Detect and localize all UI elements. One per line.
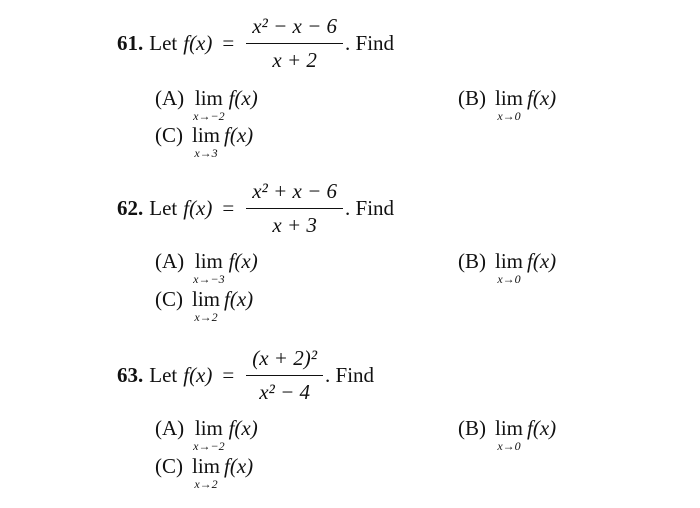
- lim-subscript: x→2: [194, 310, 218, 324]
- option-label: (B): [458, 86, 486, 110]
- problem-number: 62.: [117, 195, 144, 220]
- function-call: f(x): [228, 416, 258, 440]
- find-word: . Find: [345, 30, 395, 55]
- denominator: x + 2: [272, 47, 317, 72]
- equals-sign: =: [222, 30, 235, 55]
- problem-number: 61.: [117, 30, 144, 55]
- lim-subscript: x→0: [497, 109, 521, 123]
- function-name: f(x): [183, 30, 213, 55]
- lim-subscript: x→3: [194, 146, 218, 160]
- numerator: x² − x − 6: [252, 13, 338, 38]
- option-label: (C): [155, 123, 183, 147]
- option-label: (C): [155, 454, 183, 478]
- option-label: (A): [155, 249, 185, 273]
- lim-word: lim: [194, 249, 223, 273]
- find-word: . Find: [345, 195, 395, 220]
- limit-operator: [192, 456, 220, 490]
- limit-operator: [192, 289, 220, 323]
- limit-operator: [495, 88, 523, 122]
- function-call: f(x): [228, 249, 258, 273]
- let-word: Let: [149, 362, 178, 387]
- option-b: [458, 249, 556, 285]
- function-call: f(x): [224, 287, 254, 311]
- lim-subscript: x→0: [497, 439, 521, 453]
- problem-63: [0, 338, 700, 498]
- function-call: f(x): [228, 86, 258, 110]
- function-call: f(x): [527, 86, 557, 110]
- option-a: [155, 416, 258, 452]
- problem-number: 63.: [117, 362, 144, 387]
- lim-subscript: x→−3: [193, 272, 225, 286]
- limit-operator: [495, 418, 523, 452]
- option-a: [155, 86, 258, 122]
- function-name: f(x): [183, 195, 213, 220]
- option-label: (B): [458, 416, 486, 440]
- denominator: x² − 4: [259, 379, 311, 404]
- function-call: f(x): [527, 249, 557, 273]
- option-label: (B): [458, 249, 486, 273]
- option-c: [155, 123, 253, 159]
- numerator: x² + x − 6: [252, 178, 338, 203]
- option-label: (A): [155, 416, 185, 440]
- problem-62: [0, 171, 700, 331]
- function-call: f(x): [527, 416, 557, 440]
- lim-word: lim: [192, 454, 221, 478]
- let-word: Let: [149, 30, 178, 55]
- limit-operator: [192, 125, 220, 159]
- option-b: [458, 86, 556, 122]
- function-name: f(x): [183, 362, 213, 387]
- numerator: (x + 2)²: [252, 345, 318, 370]
- option-a: [155, 249, 258, 285]
- option-c: [155, 454, 253, 490]
- function-call: f(x): [224, 123, 254, 147]
- option-c: [155, 287, 253, 323]
- lim-word: lim: [495, 86, 524, 110]
- let-word: Let: [149, 195, 178, 220]
- lim-subscript: x→0: [497, 272, 521, 286]
- lim-word: lim: [192, 287, 221, 311]
- lim-subscript: x→−2: [193, 109, 225, 123]
- lim-word: lim: [194, 86, 223, 110]
- limit-operator: [495, 251, 523, 285]
- lim-word: lim: [192, 123, 221, 147]
- problem-61: [0, 6, 700, 166]
- limit-operator: [193, 251, 224, 285]
- lim-word: lim: [495, 416, 524, 440]
- equals-sign: =: [222, 362, 235, 387]
- problem-statement: [117, 338, 374, 412]
- lim-subscript: x→2: [194, 477, 218, 491]
- limit-operator: [193, 418, 224, 452]
- lim-subscript: x→−2: [193, 439, 225, 453]
- limit-operator: [193, 88, 224, 122]
- lim-word: lim: [495, 249, 524, 273]
- option-label: (A): [155, 86, 185, 110]
- problem-statement: [117, 6, 394, 80]
- lim-word: lim: [194, 416, 223, 440]
- fraction: [246, 14, 343, 73]
- fraction: [246, 346, 323, 405]
- denominator: x + 3: [272, 212, 317, 237]
- option-b: [458, 416, 556, 452]
- find-word: . Find: [325, 362, 375, 387]
- option-label: (C): [155, 287, 183, 311]
- equals-sign: =: [222, 195, 235, 220]
- fraction: [246, 179, 343, 238]
- problem-statement: [117, 171, 394, 245]
- function-call: f(x): [224, 454, 254, 478]
